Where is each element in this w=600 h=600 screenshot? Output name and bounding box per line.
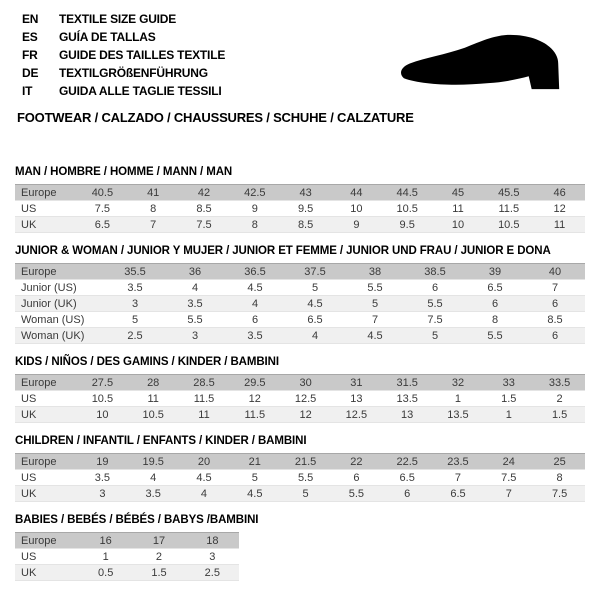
size-cell: 4.5 — [285, 296, 345, 312]
size-cell: 40 — [525, 264, 585, 280]
size-cell: 11 — [128, 391, 179, 407]
size-cell: 7 — [128, 217, 179, 233]
size-cell: 42 — [179, 185, 230, 201]
size-cell: 16 — [79, 533, 132, 549]
row-label: Europe — [15, 264, 105, 280]
size-cell: 45.5 — [483, 185, 534, 201]
table-row — [15, 264, 585, 280]
size-cell: 10 — [77, 407, 128, 423]
size-cell: 6 — [382, 486, 433, 502]
size-cell: 21.5 — [280, 454, 331, 470]
size-cell: 5 — [229, 470, 280, 486]
table-row — [15, 549, 239, 565]
language-code: FR — [22, 48, 38, 62]
size-section-man — [15, 166, 585, 233]
size-cell: 4 — [285, 328, 345, 344]
size-tables-container — [15, 166, 585, 593]
size-section-kids — [15, 356, 585, 423]
size-cell: 40.5 — [77, 185, 128, 201]
table-row — [15, 375, 585, 391]
row-label: UK — [15, 217, 77, 233]
size-cell: 5 — [345, 296, 405, 312]
size-cell: 4.5 — [225, 280, 285, 296]
row-label: US — [15, 549, 79, 565]
row-label: UK — [15, 486, 77, 502]
table-row — [15, 391, 585, 407]
size-cell: 2 — [132, 549, 185, 565]
size-cell: 11 — [433, 201, 484, 217]
size-cell: 8 — [534, 470, 585, 486]
table-row — [15, 565, 239, 581]
size-cell: 21 — [229, 454, 280, 470]
size-cell: 10.5 — [77, 391, 128, 407]
size-cell: 44 — [331, 185, 382, 201]
size-cell: 1 — [79, 549, 132, 565]
row-label: UK — [15, 565, 79, 581]
size-cell: 36 — [165, 264, 225, 280]
size-cell: 3.5 — [77, 470, 128, 486]
size-cell: 13 — [382, 407, 433, 423]
size-cell: 10 — [331, 201, 382, 217]
language-row — [22, 64, 225, 82]
table-row — [15, 217, 585, 233]
size-cell: 5.5 — [405, 296, 465, 312]
size-cell: 30 — [280, 375, 331, 391]
table-row — [15, 407, 585, 423]
size-table-babies — [15, 532, 239, 581]
size-cell: 32 — [433, 375, 484, 391]
size-cell: 1.5 — [534, 407, 585, 423]
row-label: Woman (UK) — [15, 328, 105, 344]
size-section-babies — [15, 514, 585, 581]
language-code: IT — [22, 84, 33, 98]
size-cell: 37.5 — [285, 264, 345, 280]
language-code: EN — [22, 12, 39, 26]
size-cell: 38 — [345, 264, 405, 280]
size-cell: 42.5 — [229, 185, 280, 201]
size-cell: 10 — [433, 217, 484, 233]
size-cell: 5 — [285, 280, 345, 296]
size-cell: 7.5 — [77, 201, 128, 217]
table-row — [15, 185, 585, 201]
language-label: GUIDE DES TAILLES TEXTILE — [59, 48, 226, 62]
size-cell: 7 — [433, 470, 484, 486]
size-cell: 6 — [465, 296, 525, 312]
size-cell: 7.5 — [405, 312, 465, 328]
size-cell: 12 — [280, 407, 331, 423]
table-row — [15, 312, 585, 328]
size-cell: 33 — [483, 375, 534, 391]
size-cell: 1.5 — [132, 565, 185, 581]
size-cell: 17 — [132, 533, 185, 549]
size-cell: 6.5 — [285, 312, 345, 328]
size-table-children — [15, 453, 585, 502]
size-cell: 7 — [525, 280, 585, 296]
size-cell: 11.5 — [483, 201, 534, 217]
size-cell: 3 — [105, 296, 165, 312]
size-cell: 12.5 — [280, 391, 331, 407]
size-cell: 22 — [331, 454, 382, 470]
section-title: MAN / HOMBRE / HOMME / MANN / MAN — [15, 166, 233, 178]
section-title: BABIES / BEBÉS / BÉBÉS / BABYS /BAMBINI — [15, 514, 259, 526]
size-cell: 3.5 — [225, 328, 285, 344]
size-cell: 8 — [229, 217, 280, 233]
size-cell: 4 — [128, 470, 179, 486]
size-cell: 8.5 — [525, 312, 585, 328]
row-label: Europe — [15, 533, 79, 549]
size-cell: 12 — [229, 391, 280, 407]
size-cell: 5 — [405, 328, 465, 344]
size-cell: 3 — [77, 486, 128, 502]
size-cell: 10.5 — [128, 407, 179, 423]
table-row — [15, 280, 585, 296]
size-cell: 13 — [331, 391, 382, 407]
size-cell: 5.5 — [465, 328, 525, 344]
size-cell: 9 — [229, 201, 280, 217]
size-cell: 5.5 — [345, 280, 405, 296]
size-cell: 5 — [105, 312, 165, 328]
size-cell: 2 — [534, 391, 585, 407]
size-cell: 11 — [179, 407, 230, 423]
language-list — [22, 10, 225, 100]
size-cell: 13.5 — [433, 407, 484, 423]
row-label: UK — [15, 407, 77, 423]
size-cell: 4.5 — [345, 328, 405, 344]
row-label: Junior (UK) — [15, 296, 105, 312]
size-cell: 0.5 — [79, 565, 132, 581]
size-cell: 33.5 — [534, 375, 585, 391]
size-cell: 5.5 — [331, 486, 382, 502]
size-cell: 8 — [128, 201, 179, 217]
row-label: Junior (US) — [15, 280, 105, 296]
size-cell: 28 — [128, 375, 179, 391]
language-row — [22, 28, 225, 46]
size-cell: 13.5 — [382, 391, 433, 407]
section-title: KIDS / NIÑOS / DES GAMINS / KINDER / BAMBINI — [15, 356, 279, 368]
size-cell: 11.5 — [229, 407, 280, 423]
size-cell: 25 — [534, 454, 585, 470]
size-cell: 7 — [483, 486, 534, 502]
size-cell: 19.5 — [128, 454, 179, 470]
size-cell: 8 — [465, 312, 525, 328]
size-cell: 5.5 — [280, 470, 331, 486]
row-label: Europe — [15, 185, 77, 201]
size-cell: 45 — [433, 185, 484, 201]
size-cell: 7.5 — [483, 470, 534, 486]
category-heading: FOOTWEAR / CALZADO / CHAUSSURES / SCHUHE / CALZATURE — [17, 110, 414, 125]
size-cell: 4 — [179, 486, 230, 502]
language-label: TEXTILGRÖßENFÜHRUNG — [59, 66, 208, 80]
size-cell: 3.5 — [105, 280, 165, 296]
table-row — [15, 470, 585, 486]
size-table-junior-woman — [15, 263, 585, 344]
table-row — [15, 486, 585, 502]
size-cell: 6 — [405, 280, 465, 296]
language-code: DE — [22, 66, 39, 80]
dress-shoe-icon — [398, 32, 570, 96]
size-cell: 6 — [525, 328, 585, 344]
size-cell: 11.5 — [179, 391, 230, 407]
size-cell: 12.5 — [331, 407, 382, 423]
language-row — [22, 82, 225, 100]
size-cell: 4.5 — [229, 486, 280, 502]
size-table-man — [15, 184, 585, 233]
size-cell: 9 — [331, 217, 382, 233]
size-cell: 1 — [433, 391, 484, 407]
size-section-children — [15, 435, 585, 502]
size-cell: 28.5 — [179, 375, 230, 391]
size-cell: 4.5 — [179, 470, 230, 486]
size-cell: 36.5 — [225, 264, 285, 280]
size-cell: 38.5 — [405, 264, 465, 280]
size-cell: 6.5 — [382, 470, 433, 486]
size-cell: 3.5 — [165, 296, 225, 312]
size-cell: 10.5 — [483, 217, 534, 233]
row-label: US — [15, 470, 77, 486]
size-cell: 4 — [165, 280, 225, 296]
section-title: JUNIOR & WOMAN / JUNIOR Y MUJER / JUNIOR ET FEMME / JUNIOR UND FRAU / JUNIOR E DONA — [15, 245, 551, 257]
language-label: GUÍA DE TALLAS — [59, 30, 156, 44]
row-label: Woman (US) — [15, 312, 105, 328]
size-cell: 7.5 — [179, 217, 230, 233]
language-code: ES — [22, 30, 38, 44]
table-row — [15, 296, 585, 312]
size-cell: 35.5 — [105, 264, 165, 280]
language-row — [22, 10, 225, 28]
size-cell: 41 — [128, 185, 179, 201]
size-cell: 3.5 — [128, 486, 179, 502]
size-cell: 6 — [331, 470, 382, 486]
size-cell: 6 — [525, 296, 585, 312]
size-cell: 7.5 — [534, 486, 585, 502]
section-title: CHILDREN / INFANTIL / ENFANTS / KINDER / BAMBINI — [15, 435, 307, 447]
size-cell: 6.5 — [465, 280, 525, 296]
size-cell: 31.5 — [382, 375, 433, 391]
size-cell: 20 — [179, 454, 230, 470]
size-cell: 8.5 — [280, 217, 331, 233]
size-table-kids — [15, 374, 585, 423]
size-cell: 23.5 — [433, 454, 484, 470]
table-row — [15, 328, 585, 344]
size-cell: 1.5 — [483, 391, 534, 407]
row-label: US — [15, 201, 77, 217]
size-cell: 9.5 — [382, 217, 433, 233]
size-cell: 24 — [483, 454, 534, 470]
size-cell: 3 — [165, 328, 225, 344]
size-cell: 3 — [186, 549, 239, 565]
table-row — [15, 201, 585, 217]
size-cell: 43 — [280, 185, 331, 201]
size-cell: 6.5 — [433, 486, 484, 502]
size-cell: 6 — [225, 312, 285, 328]
language-label: TEXTILE SIZE GUIDE — [59, 12, 177, 26]
size-cell: 1 — [483, 407, 534, 423]
size-cell: 44.5 — [382, 185, 433, 201]
size-cell: 6.5 — [77, 217, 128, 233]
size-cell: 5.5 — [165, 312, 225, 328]
language-label: GUIDA ALLE TAGLIE TESSILI — [59, 84, 222, 98]
row-label: Europe — [15, 375, 77, 391]
size-cell: 19 — [77, 454, 128, 470]
size-cell: 22.5 — [382, 454, 433, 470]
size-cell: 10.5 — [382, 201, 433, 217]
size-cell: 46 — [534, 185, 585, 201]
size-cell: 29.5 — [229, 375, 280, 391]
row-label: US — [15, 391, 77, 407]
row-label: Europe — [15, 454, 77, 470]
size-cell: 8.5 — [179, 201, 230, 217]
size-cell: 2.5 — [105, 328, 165, 344]
language-row — [22, 46, 225, 64]
size-cell: 31 — [331, 375, 382, 391]
size-cell: 39 — [465, 264, 525, 280]
table-row — [15, 533, 239, 549]
size-cell: 2.5 — [186, 565, 239, 581]
size-cell: 12 — [534, 201, 585, 217]
size-cell: 5 — [280, 486, 331, 502]
size-section-junior-woman — [15, 245, 585, 344]
size-cell: 27.5 — [77, 375, 128, 391]
size-cell: 18 — [186, 533, 239, 549]
size-cell: 7 — [345, 312, 405, 328]
size-cell: 11 — [534, 217, 585, 233]
size-cell: 4 — [225, 296, 285, 312]
size-cell: 9.5 — [280, 201, 331, 217]
table-row — [15, 454, 585, 470]
